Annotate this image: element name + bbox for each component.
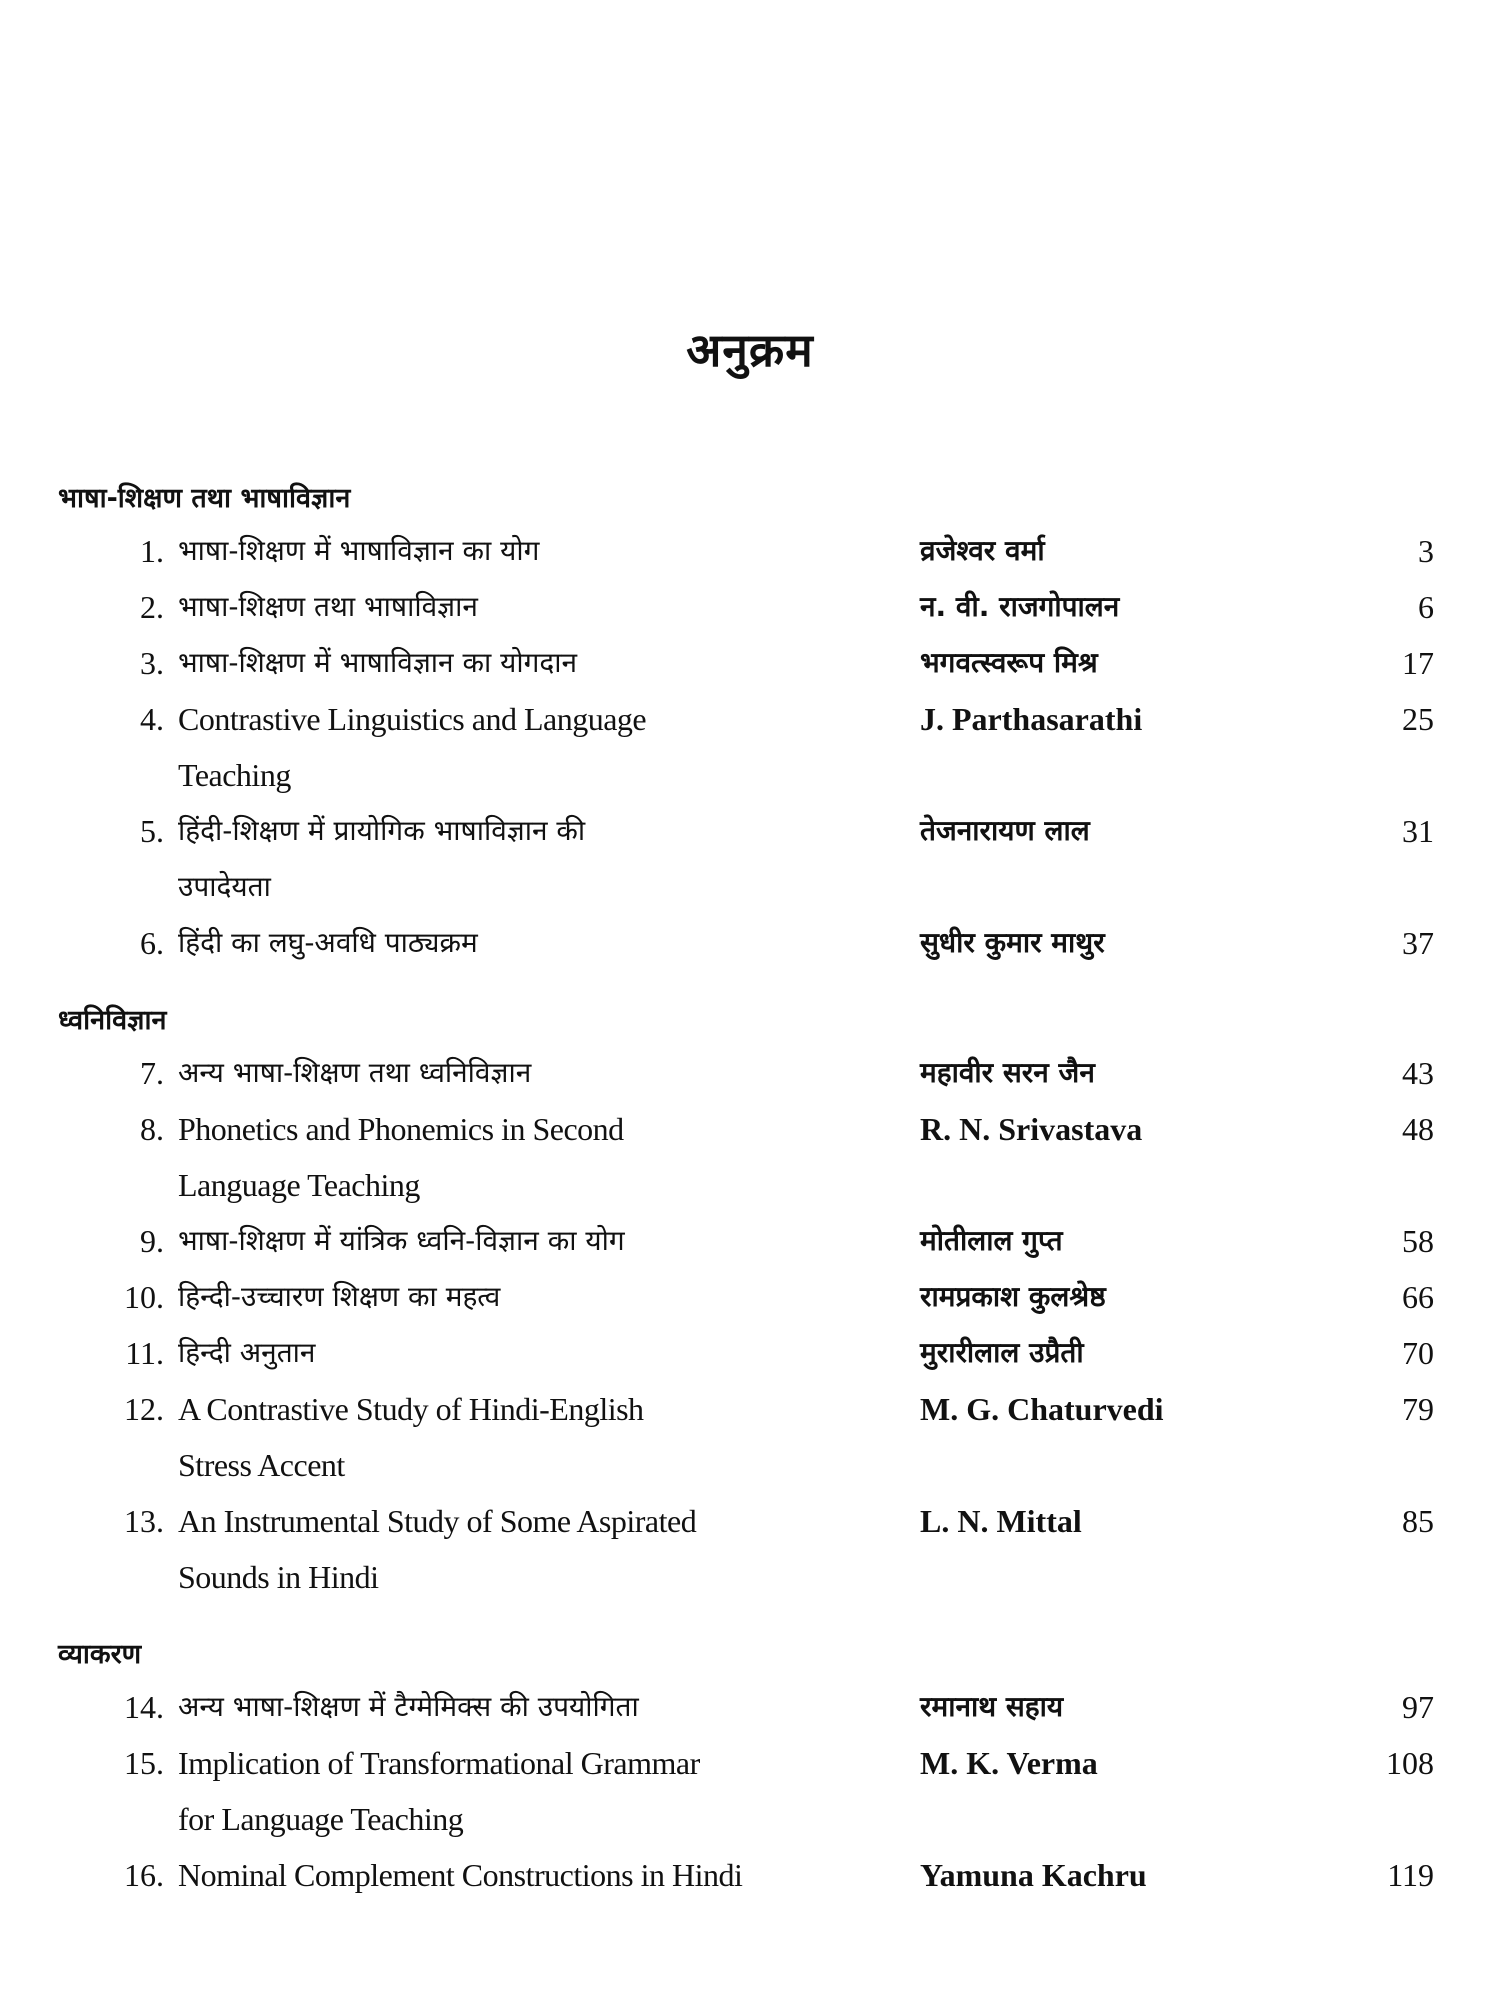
entry-page-number: 79 xyxy=(1402,1391,1434,1427)
entry-title: भाषा-शिक्षण तथा भाषाविज्ञान xyxy=(178,590,478,623)
entry-title: भाषा-शिक्षण में भाषाविज्ञान का योग xyxy=(178,534,540,567)
entry-page-number: 85 xyxy=(1402,1503,1434,1539)
section-spacer xyxy=(58,971,1458,997)
entry-title xyxy=(178,1381,920,1493)
entry-number: 7. xyxy=(140,1055,164,1091)
entry-author: रमानाथ सहाय xyxy=(920,1690,1064,1723)
entry-title-line: हिंदी-शिक्षण में प्रायोगिक भाषाविज्ञान की xyxy=(178,814,586,847)
entry-title: भाषा-शिक्षण में भाषाविज्ञान का योगदान xyxy=(178,646,578,679)
entry-author: तेजनारायण लाल xyxy=(920,814,1090,847)
entry-title: भाषा-शिक्षण में यांत्रिक ध्वनि-विज्ञान का योग xyxy=(178,1224,625,1257)
entry-number: 12. xyxy=(124,1391,164,1427)
entry-author: महावीर सरन जैन xyxy=(920,1056,1095,1089)
entry-number: 6. xyxy=(140,925,164,961)
entry-author: भगवत्स्वरूप मिश्र xyxy=(920,646,1098,679)
entry-title-line: Phonetics and Phonemics in Second xyxy=(178,1111,624,1147)
toc-entry[interactable] xyxy=(58,1045,1458,1101)
toc-entry[interactable] xyxy=(58,1269,1458,1325)
toc-entry[interactable] xyxy=(58,1101,1458,1213)
entry-page-number: 43 xyxy=(1402,1055,1434,1091)
entry-author: J. Parthasarathi xyxy=(920,701,1143,737)
entry-page-number: 25 xyxy=(1402,701,1434,737)
toc-entry[interactable] xyxy=(58,579,1458,635)
entry-number: 14. xyxy=(124,1689,164,1725)
entry-author: रामप्रकाश कुलश्रेष्ठ xyxy=(920,1280,1106,1313)
entry-title-line: A Contrastive Study of Hindi-English xyxy=(178,1391,644,1427)
entry-page-number: 66 xyxy=(1402,1279,1434,1315)
page-title: अनुक्रम xyxy=(686,323,814,377)
entry-title xyxy=(178,1101,920,1213)
entry-title-continuation: for Language Teaching xyxy=(178,1801,464,1837)
toc-entry[interactable] xyxy=(58,1847,1458,1903)
entry-number: 10. xyxy=(124,1279,164,1315)
entry-author: न. वी. राजगोपालन xyxy=(920,590,1120,623)
entry-page-number: 58 xyxy=(1402,1223,1434,1259)
entry-number: 8. xyxy=(140,1111,164,1147)
entry-author: मुरारीलाल उप्रैती xyxy=(920,1336,1084,1369)
entry-title-line: Contrastive Linguistics and Language xyxy=(178,701,647,737)
entry-title xyxy=(178,691,920,803)
toc-entry[interactable] xyxy=(58,1213,1458,1269)
entry-title-continuation: Language Teaching xyxy=(178,1167,420,1203)
entry-title xyxy=(178,803,920,915)
entry-author: Yamuna Kachru xyxy=(920,1857,1147,1893)
entry-author: M. K. Verma xyxy=(920,1745,1098,1781)
entry-page-number: 108 xyxy=(1386,1745,1434,1781)
entry-page-number: 97 xyxy=(1402,1689,1434,1725)
entry-page-number: 119 xyxy=(1387,1857,1434,1893)
entry-title: हिंदी का लघु-अवधि पाठ्यक्रम xyxy=(178,926,478,959)
entry-number: 9. xyxy=(140,1223,164,1259)
entry-author: M. G. Chaturvedi xyxy=(920,1391,1164,1427)
entry-title-continuation: Stress Accent xyxy=(178,1447,345,1483)
entry-page-number: 37 xyxy=(1402,925,1434,961)
entry-author: व्रजेश्वर वर्मा xyxy=(920,534,1045,567)
entry-author: L. N. Mittal xyxy=(920,1503,1082,1539)
entry-title: हिन्दी-उच्चारण शिक्षण का महत्व xyxy=(178,1280,501,1313)
entry-title-line: An Instrumental Study of Some Aspirated xyxy=(178,1503,697,1539)
toc-entry[interactable] xyxy=(58,1735,1458,1847)
entry-number: 1. xyxy=(140,533,164,569)
entry-title xyxy=(178,1735,920,1847)
entry-title: अन्य भाषा-शिक्षण तथा ध्वनिविज्ञान xyxy=(178,1056,532,1089)
entry-number: 15. xyxy=(124,1745,164,1781)
entry-number: 4. xyxy=(140,701,164,737)
toc-entry[interactable] xyxy=(58,1679,1458,1735)
entry-title: हिन्दी अनुतान xyxy=(178,1336,316,1369)
section-heading-language-teaching: भाषा-शिक्षण तथा भाषाविज्ञान xyxy=(58,483,351,514)
entry-page-number: 70 xyxy=(1402,1335,1434,1371)
section-heading-phonetics: ध्वनिविज्ञान xyxy=(58,1005,167,1036)
section-spacer xyxy=(58,1605,1458,1631)
toc-entry[interactable] xyxy=(58,523,1458,579)
section-heading-grammar: व्याकरण xyxy=(58,1639,142,1670)
toc-entry[interactable] xyxy=(58,803,1458,915)
entry-page-number: 48 xyxy=(1402,1111,1434,1147)
entry-number: 16. xyxy=(124,1857,164,1893)
entry-title-line: Implication of Transformational Grammar xyxy=(178,1745,700,1781)
entry-page-number: 6 xyxy=(1418,589,1434,625)
entry-number: 11. xyxy=(125,1335,164,1371)
entry-page-number: 3 xyxy=(1418,533,1434,569)
entry-page-number: 31 xyxy=(1402,813,1434,849)
entry-title xyxy=(178,1493,920,1605)
entry-author: मोतीलाल गुप्त xyxy=(920,1224,1063,1257)
entry-author: सुधीर कुमार माथुर xyxy=(920,926,1105,959)
toc-entry[interactable] xyxy=(58,915,1458,971)
entry-number: 3. xyxy=(140,645,164,681)
entry-page-number: 17 xyxy=(1402,645,1434,681)
entry-title-continuation: Teaching xyxy=(178,757,291,793)
entry-number: 13. xyxy=(124,1503,164,1539)
toc-entry[interactable] xyxy=(58,635,1458,691)
toc-entry[interactable] xyxy=(58,691,1458,803)
entry-title-continuation: Sounds in Hindi xyxy=(178,1559,379,1595)
toc-entry[interactable] xyxy=(58,1493,1458,1605)
entry-number: 2. xyxy=(140,589,164,625)
entry-number: 5. xyxy=(140,813,164,849)
entry-title: अन्य भाषा-शिक्षण में टैग्मेमिक्स की उपयोगिता xyxy=(178,1690,639,1723)
toc-entry[interactable] xyxy=(58,1325,1458,1381)
entry-title: Nominal Complement Constructions in Hindi xyxy=(178,1857,743,1893)
entry-title-continuation: उपादेयता xyxy=(178,870,271,903)
table-of-contents xyxy=(58,475,1458,1903)
entry-author: R. N. Srivastava xyxy=(920,1111,1143,1147)
toc-entry[interactable] xyxy=(58,1381,1458,1493)
